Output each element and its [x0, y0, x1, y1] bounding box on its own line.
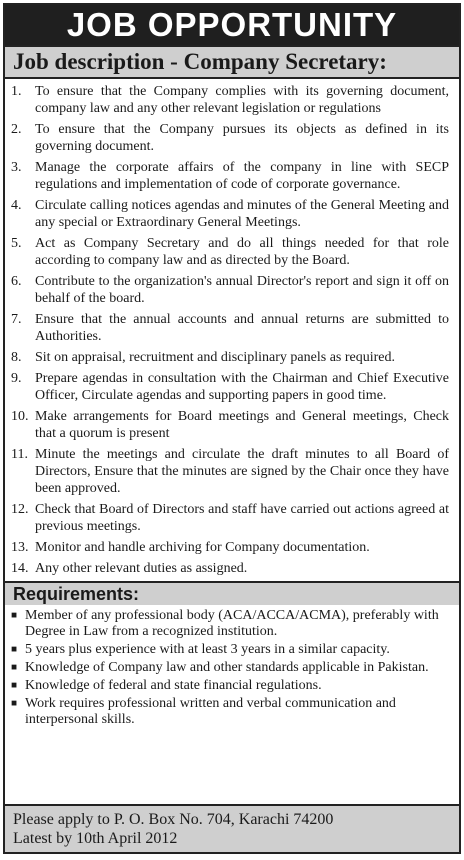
apply-address: Please apply to P. O. Box No. 704, Karachi 74200	[13, 811, 334, 828]
duty-item	[11, 121, 449, 155]
job-description-heading: Job description - Company Secretary:	[5, 45, 459, 79]
requirement-item	[11, 660, 449, 676]
duty-text: Make arrangements for Board meetings and General meetings, Check that a quorum is present	[35, 409, 449, 441]
requirement-item	[11, 608, 449, 640]
duty-number: 11.	[11, 447, 28, 462]
duty-item	[11, 560, 449, 577]
bullet-icon: ■	[11, 662, 18, 673]
requirement-item	[11, 678, 449, 694]
requirements-heading: Requirements:	[5, 581, 459, 605]
duty-item	[11, 83, 449, 117]
duty-item	[11, 273, 449, 307]
duty-text: Manage the corporate affairs of the company in line with SECP regulations and implementation of code of corporate governance.	[35, 160, 449, 192]
requirement-text: 5 years plus experience with at least 3 years in a similar capacity.	[25, 642, 390, 657]
duty-number: 10.	[11, 409, 29, 424]
bullet-icon: ■	[11, 610, 18, 621]
duty-item	[11, 349, 449, 366]
duty-number: 7.	[11, 312, 22, 327]
bullet-icon: ■	[11, 644, 18, 655]
requirements-list	[5, 605, 459, 734]
duty-item	[11, 197, 449, 231]
duty-item	[11, 539, 449, 556]
duty-text: Any other relevant duties as assigned.	[35, 561, 248, 576]
requirement-text: Knowledge of federal and state financial regulations.	[25, 678, 322, 693]
duty-number: 8.	[11, 350, 22, 365]
requirement-text: Member of any professional body (ACA/ACCA/ACMA), preferably with Degree in Law from a recognized institution.	[25, 608, 439, 639]
duty-item	[11, 370, 449, 404]
duty-text: Check that Board of Directors and staff have carried out actions agreed at previous meetings.	[35, 502, 449, 534]
duty-text: Circulate calling notices agendas and minutes of the General Meeting and any special or Extraordinary General Meetings.	[35, 198, 449, 230]
duty-text: Ensure that the annual accounts and annual returns are submitted to Authorities.	[35, 312, 449, 344]
requirement-item	[11, 642, 449, 658]
duty-text: Monitor and handle archiving for Company documentation.	[35, 540, 370, 555]
banner-title: JOB OPPORTUNITY	[5, 5, 459, 45]
duty-text: To ensure that the Company complies with its governing document, company law and any other relevant legislation or regulations	[35, 84, 449, 116]
duty-text: Contribute to the organization's annual Director's report and sign it off on behalf of the board.	[35, 274, 449, 306]
duty-item	[11, 446, 449, 497]
duty-text: Minute the meetings and circulate the draft minutes to all Board of Directors, Ensure that the minutes are signed by the Chair once they have been approved.	[35, 447, 449, 496]
duties-list	[5, 79, 459, 577]
duty-item	[11, 311, 449, 345]
duty-text: To ensure that the Company pursues its objects as defined in its governing document.	[35, 122, 449, 154]
duty-item	[11, 501, 449, 535]
duty-text: Act as Company Secretary and do all things needed for that role according to company law and as directed by the Board.	[35, 236, 449, 268]
requirement-text: Knowledge of Company law and other standards applicable in Pakistan.	[25, 660, 429, 675]
duty-text: Prepare agendas in consultation with the Chairman and Chief Executive Officer, Circulate agendas and supporting papers in good time.	[35, 371, 449, 403]
duty-number: 6.	[11, 274, 22, 289]
application-footer	[5, 804, 459, 852]
duty-number: 1.	[11, 84, 22, 99]
duty-number: 14.	[11, 561, 29, 576]
duty-item	[11, 159, 449, 193]
duty-number: 9.	[11, 371, 22, 386]
duty-number: 13.	[11, 540, 29, 555]
requirement-text: Work requires professional written and verbal communication and interpersonal skills.	[25, 696, 396, 727]
apply-deadline: Latest by 10th April 2012	[13, 830, 178, 847]
duty-number: 5.	[11, 236, 22, 251]
bullet-icon: ■	[11, 680, 18, 691]
duty-number: 12.	[11, 502, 29, 517]
bullet-icon: ■	[11, 698, 18, 709]
duty-item	[11, 235, 449, 269]
requirement-item	[11, 696, 449, 728]
duty-item	[11, 408, 449, 442]
duty-number: 3.	[11, 160, 22, 175]
job-advertisement	[3, 3, 461, 854]
duty-number: 2.	[11, 122, 22, 137]
duty-text: Sit on appraisal, recruitment and disciplinary panels as required.	[35, 350, 396, 365]
duty-number: 4.	[11, 198, 22, 213]
